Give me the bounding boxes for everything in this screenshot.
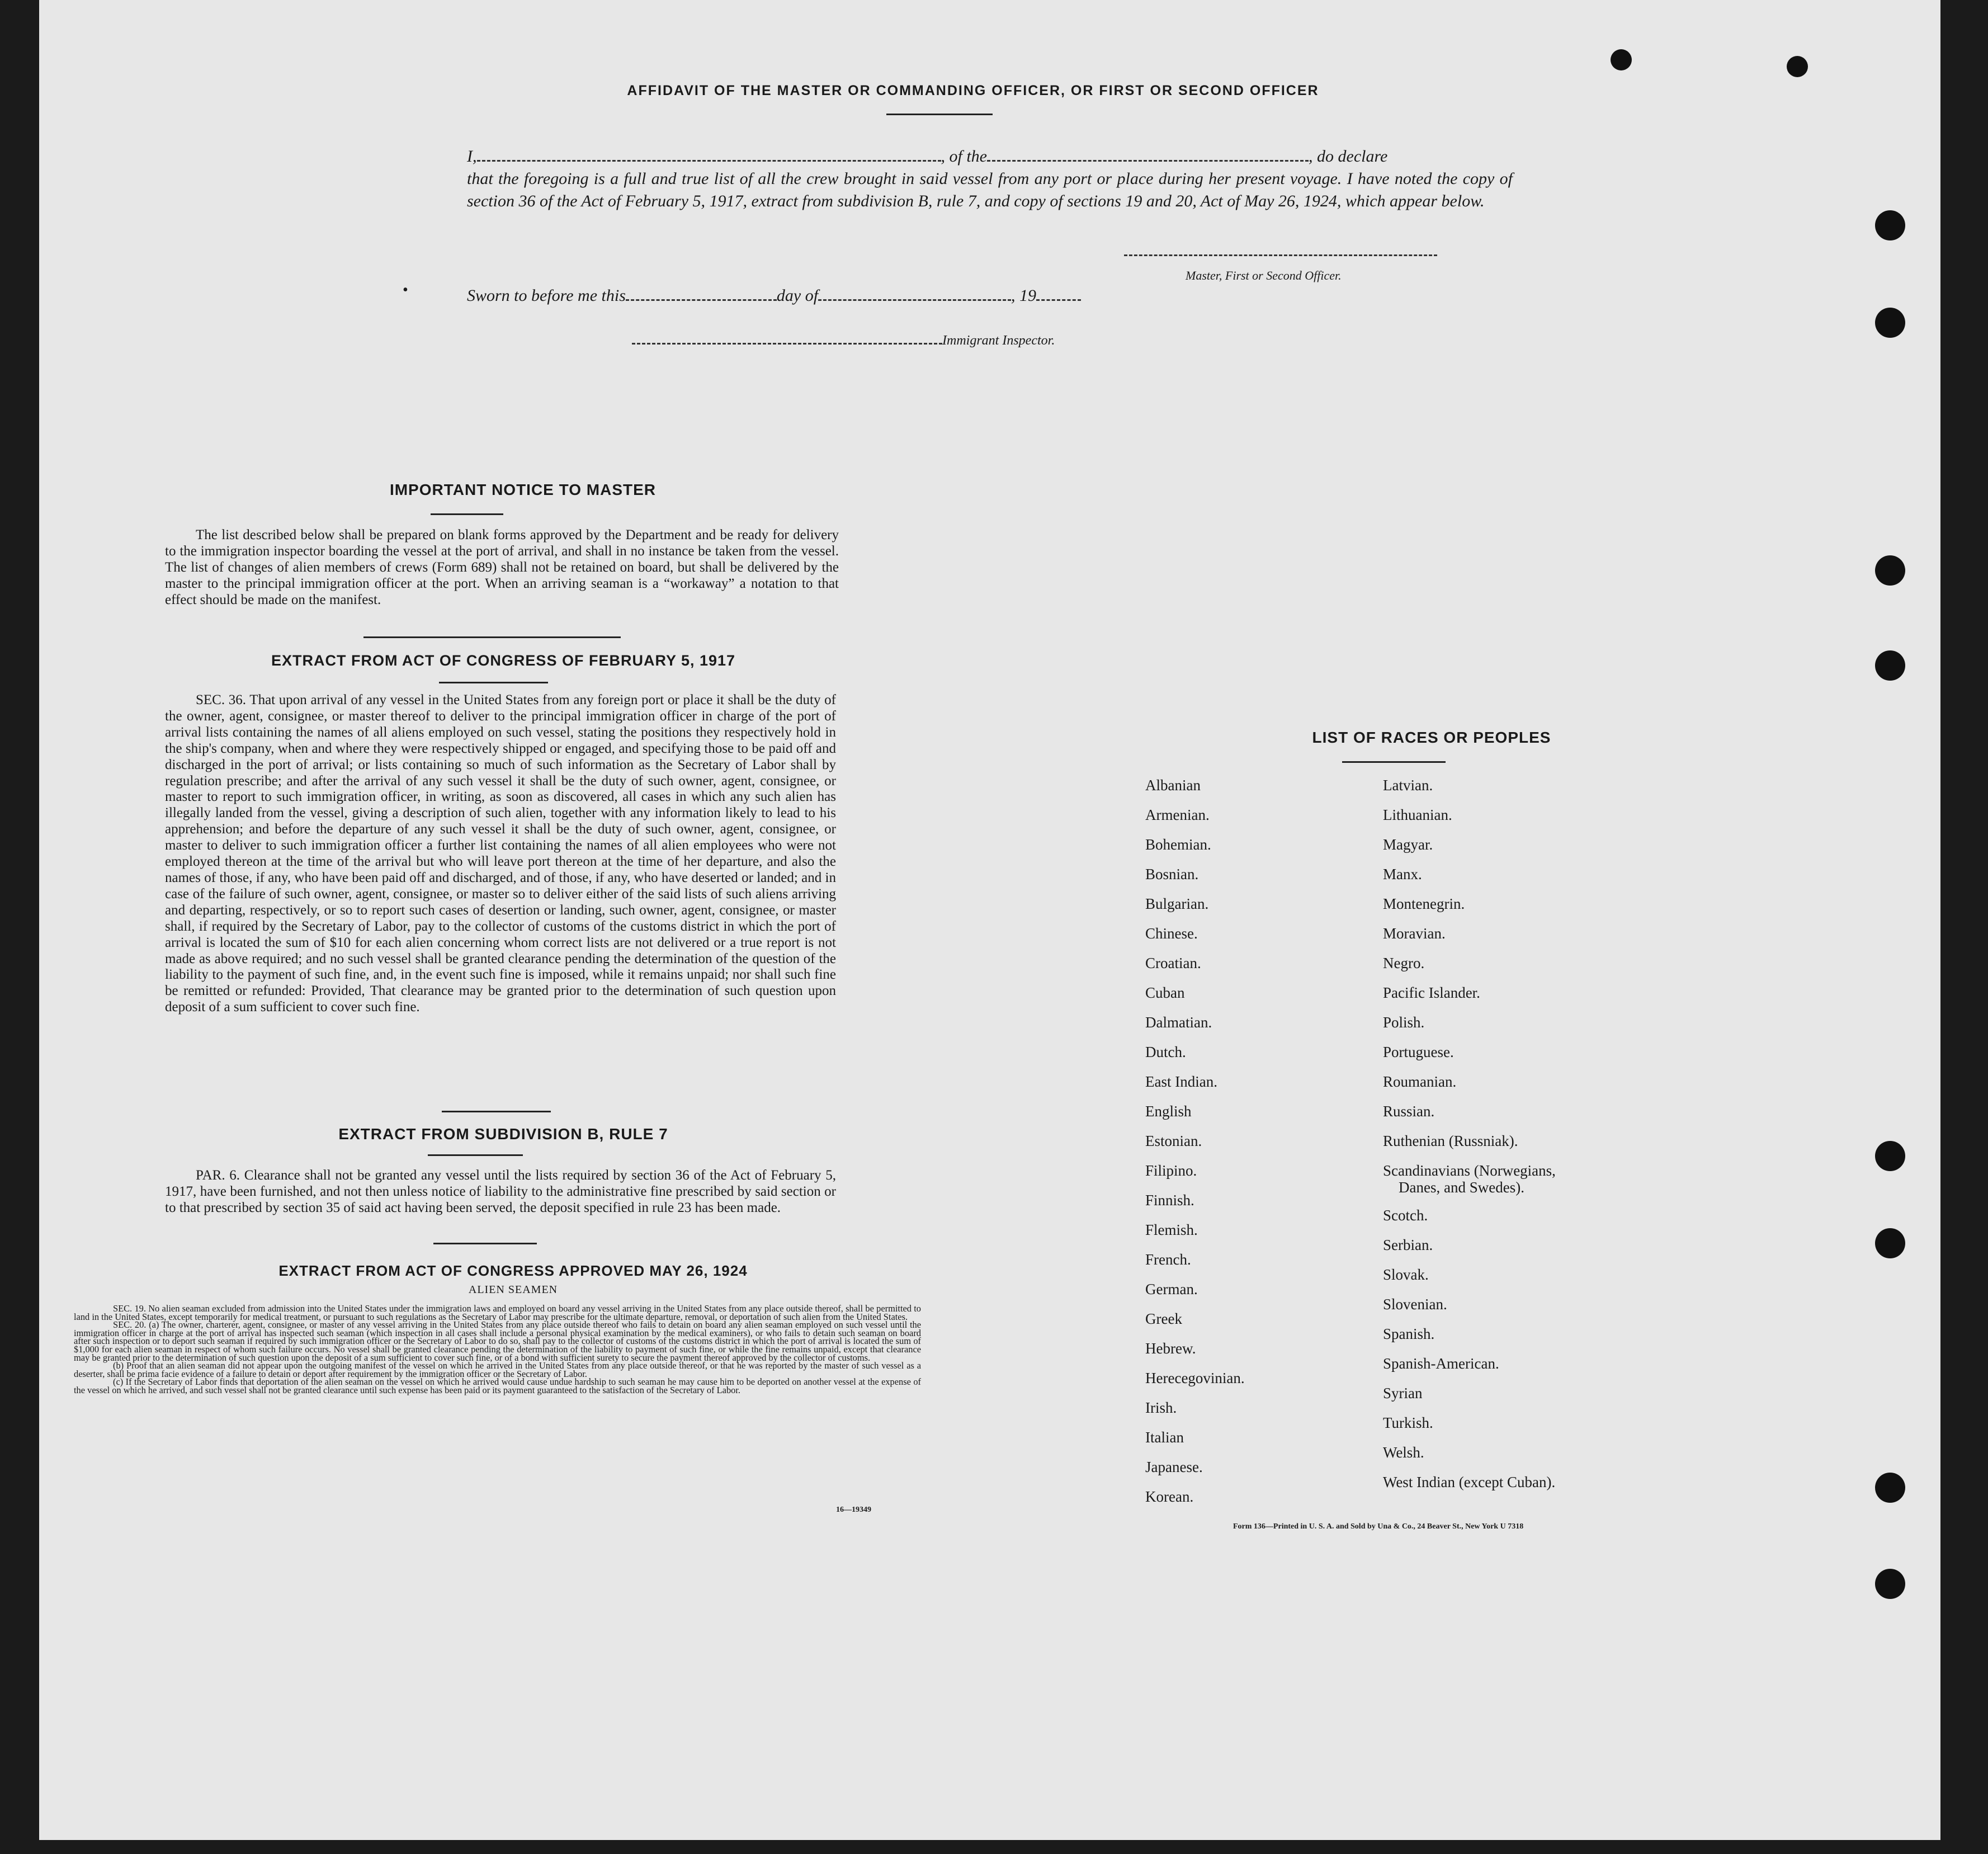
sworn-line: [467, 286, 1081, 305]
form-code: 16—19349: [836, 1506, 871, 1514]
races-right-column: [1383, 771, 1556, 1497]
par6-text: PAR. 6. Clearance shall not be granted any vessel until the lists required by section 36 of the Act of February 5, 1917, have been furnished, and not then unless notice of liability to the administrative fine prescribed by said section or to that prescribed by section 35 of said act having been served, the deposit specified in rule 23 has been made.: [165, 1168, 836, 1215]
race-item: French.: [1145, 1251, 1191, 1268]
punch-hole: [1787, 56, 1808, 77]
divider: [442, 1111, 551, 1112]
race-item: Italian: [1145, 1429, 1184, 1446]
master-label: Master, First or Second Officer.: [1186, 268, 1342, 282]
race-item: Irish.: [1145, 1399, 1177, 1416]
punch-hole: [1875, 1228, 1905, 1258]
master-signature-blank[interactable]: [1124, 254, 1437, 256]
notice-title: IMPORTANT NOTICE TO MASTER: [389, 481, 657, 498]
race-item: Armenian.: [1145, 806, 1210, 823]
affidavit-body: that the foregoing is a full and true list of all the crew brought in said vessel from any port or place during her present voyage. I have noted the copy of section 36 of the Act of February 5, 1917, extract from subdivision B, rule 7, and copy of sections 19 and 20, Act of May 26, 1924, which appear below.: [467, 169, 1513, 210]
affidavit-declaration: [467, 145, 1513, 213]
punch-hole: [1611, 49, 1632, 70]
race-item: Spanish.: [1383, 1325, 1435, 1342]
punch-hole: [1875, 650, 1905, 681]
extract-1917-title: EXTRACT FROM ACT OF CONGRESS OF FEBRUARY 5, 1917: [271, 652, 736, 669]
race-item-continued: Danes, and Swedes).: [1399, 1179, 1524, 1196]
race-item: Estonian.: [1145, 1133, 1202, 1149]
vessel-blank[interactable]: [987, 160, 1309, 162]
race-item: Pacific Islander.: [1383, 984, 1480, 1001]
race-item: Russian.: [1383, 1103, 1435, 1120]
race-item: Greek: [1145, 1310, 1182, 1327]
divider: [1342, 761, 1446, 763]
sworn-text: Sworn to before me this: [467, 286, 626, 305]
race-item: Manx.: [1383, 866, 1422, 883]
extract-1924-body: [74, 1305, 921, 1395]
subdivision-title: EXTRACT FROM SUBDIVISION B, RULE 7: [338, 1125, 668, 1143]
sec20c-text: (c) If the Secretary of Labor finds that deportation of the alien seaman on the vessel on which he arrived would cause undue hardship to such seaman he may cause him to be deported on another vessel at the expense of the vessel on which he arrived, and such vessel shall not be granted clearance until such expense has been paid or its payment guaranteed to the satisfaction of the Secretary of Labor.: [74, 1376, 921, 1395]
race-item: Spanish-American.: [1383, 1355, 1499, 1372]
divider: [439, 682, 548, 683]
notice-body: [165, 527, 839, 608]
race-item: Negro.: [1383, 955, 1425, 971]
races-left-column: [1145, 771, 1245, 1512]
divider: [363, 636, 621, 638]
race-item: Syrian: [1383, 1385, 1423, 1402]
race-item: East Indian.: [1145, 1073, 1217, 1090]
race-item: Moravian.: [1383, 925, 1446, 942]
sworn-day-of: day of: [776, 286, 819, 305]
sworn-day-blank[interactable]: [626, 299, 777, 301]
race-item: Japanese.: [1145, 1459, 1203, 1475]
race-item: Korean.: [1145, 1488, 1194, 1505]
race-item: Welsh.: [1383, 1444, 1424, 1461]
printer-footer: Form 136—Printed in U. S. A. and Sold by Una & Co., 24 Beaver St., New York U 7318: [1233, 1522, 1524, 1531]
race-item: Lithuanian.: [1383, 806, 1452, 823]
race-item: Ruthenian (Russniak).: [1383, 1133, 1518, 1149]
divider: [431, 513, 503, 515]
divider: [886, 114, 993, 115]
race-item: Scotch.: [1383, 1207, 1428, 1224]
punch-hole: [1875, 308, 1905, 338]
name-blank[interactable]: [477, 160, 941, 162]
race-item: Serbian.: [1383, 1237, 1433, 1253]
alien-seamen-subtitle: ALIEN SEAMEN: [468, 1284, 558, 1296]
race-item: Bosnian.: [1145, 866, 1199, 883]
race-item: Dutch.: [1145, 1044, 1186, 1060]
inspector-label: Immigrant Inspector.: [942, 333, 1055, 348]
race-item: Slovak.: [1383, 1266, 1429, 1283]
declaration-i: I,: [467, 147, 477, 166]
race-item: West Indian (except Cuban).: [1383, 1474, 1556, 1490]
declaration-of-the: , of the: [941, 147, 987, 166]
race-item: Flemish.: [1145, 1221, 1198, 1238]
bullet-dot: •: [403, 281, 408, 299]
race-item: Slovenian.: [1383, 1296, 1447, 1313]
punch-hole: [1875, 210, 1905, 240]
race-item: Turkish.: [1383, 1414, 1433, 1431]
declaration-line: [467, 145, 1513, 168]
race-item: Bulgarian.: [1145, 895, 1209, 912]
race-item: Hebrew.: [1145, 1340, 1196, 1357]
sec19-text: SEC. 19. No alien seaman excluded from admission into the United States under the immigration laws and employed on board any vessel arriving in the United States from any place outside thereof, shall be permitted to land in the United States, except temporarily for medical treatment, or pursuant to such regulations as the Secretary of Labor may prescribe for the ultimate departure, removal, or deportation of such alien from the United States.: [74, 1303, 921, 1322]
sec20b-text: (b) Proof that an alien seaman did not appear upon the outgoing manifest of the vessel on which he arrived in the United States from any place outside thereof, or that he was reported by the master of such vessel as a deserter, shall be prima facie evidence of a failure to detain or deport after requirement by the immigration officer or the Secretary of Labor.: [74, 1360, 921, 1379]
race-item: German.: [1145, 1281, 1198, 1298]
affidavit-title: AFFIDAVIT OF THE MASTER OR COMMANDING OFFICER, OR FIRST OR SECOND OFFICER: [627, 83, 1319, 98]
subdivision-body: [165, 1167, 836, 1216]
race-item: Filipino.: [1145, 1162, 1197, 1179]
sec36-text: SEC. 36. That upon arrival of any vessel in the United States from any foreign port or place it shall be the duty of the owner, agent, consignee, or master thereof to deliver to the principal immigration officer in charge of the port of arrival lists containing the names of all aliens employed on such vessel, stating the positions they respectively hold in the ship's company, when and where they were respectively shipped or engaged, and specifying those to be paid off and discharged in the port of arrival; or lists containing so much of such information as the Secretary of Labor shall by regulation prescribe; and after the arrival of any such vessel it shall be the duty of such owner, agent, consignee, or master to report to such immigration officer, in writing, as soon as discovered, all cases in which any such alien has illegally landed from the vessel, giving a description of such alien, together with any information likely to lead to his apprehension; and before the departure of any such vessel it shall be the duty of such owner, agent, consignee, or master to deliver to such immigration officer a further list containing the names of all alien employees who were not employed thereon at the time of the arrival but who will leave port thereon at the time of her departure, and also the names of those, if any, who have been paid off and discharged, and of those, if any, who have deserted or landed; and in case of the failure of such owner, agent, consignee, or master so to deliver either of the said lists of such aliens arriving and departing, respectively, or so to report such cases of desertion or landing, such owner, agent, consignee, or master shall, if required by the Secretary of Labor, pay to the collector of customs of the customs district in which the port of arrival is located the sum of $10 for each alien concerning whom correct lists are not delivered or a true report is not made as above required; and no such vessel shall be granted clearance pending the determination of the question of the liability to the payment of such fine, and, in the event such fine is imposed, while it remains unpaid; nor shall such fine be remitted or refunded: Provided, That clearance may be granted prior to the determination of such question upon deposit of a sum sufficient to cover such fine.: [165, 692, 836, 1015]
race-item: Montenegrin.: [1383, 895, 1465, 912]
race-item: Albanian: [1145, 777, 1201, 794]
race-item: Dalmatian.: [1145, 1014, 1212, 1031]
race-item: Portuguese.: [1383, 1044, 1454, 1060]
race-item: English: [1145, 1103, 1192, 1120]
race-item: Bohemian.: [1145, 836, 1211, 853]
race-item: Finnish.: [1145, 1192, 1194, 1209]
punch-hole: [1875, 1473, 1905, 1503]
punch-hole: [1875, 555, 1905, 586]
race-item: Cuban: [1145, 984, 1185, 1001]
declaration-end: , do declare: [1309, 147, 1388, 166]
sworn-year-blank[interactable]: [1036, 299, 1081, 301]
sec20a-text: SEC. 20. (a) The owner, charterer, agent, consignee, or master of any vessel arriving in the United States from any place outside thereof who fails to detain on board any alien seaman employed on such vessel until the immigration officer in charge at the port of arrival has inspected such seaman (which inspection in all cases shall include a personal physical examination by the medical examiners), or who fails to detain such seaman on board after such inspection or to deport such seaman if required by such immigration officer or the Secretary of Labor to do so, shall pay to the collector of customs of the customs district in which the port of arrival is located the sum of $1,000 for each alien seaman in respect of whom such failure occurs. No vessel shall be granted clearance pending the determination of the liability to payment of such fine, or while the fine remains unpaid, except that clearance may be granted prior to the determination of such question upon the deposit of a sum sufficient to cover such fine, or of a bond with sufficient surety to secure the payment thereof approved by the collector of customs.: [74, 1319, 921, 1363]
race-item: Chinese.: [1145, 925, 1198, 942]
divider: [428, 1154, 523, 1156]
races-title: LIST OF RACES OR PEOPLES: [1312, 729, 1551, 746]
form-page: [39, 0, 1940, 1840]
extract-1924-title: EXTRACT FROM ACT OF CONGRESS APPROVED MAY 26, 1924: [278, 1262, 748, 1279]
race-item: Roumanian.: [1383, 1073, 1457, 1090]
race-item: Polish.: [1383, 1014, 1425, 1031]
inspector-line: [632, 333, 1055, 348]
divider: [433, 1243, 537, 1244]
sworn-month-blank[interactable]: [818, 299, 1011, 301]
punch-hole: [1875, 1569, 1905, 1599]
race-item: Croatian.: [1145, 955, 1201, 971]
race-item: Herecegovinian.: [1145, 1370, 1245, 1386]
race-item: Latvian.: [1383, 777, 1433, 794]
inspector-signature-blank[interactable]: [632, 343, 942, 345]
race-item: Scandinavians (Norwegians,: [1383, 1162, 1556, 1179]
extract-1917-body: [165, 692, 836, 1016]
punch-hole: [1875, 1141, 1905, 1171]
notice-text: The list described below shall be prepared on blank forms approved by the Department and be ready for delivery to the immigration inspector boarding the vessel at the port of arrival, and shall in no instance be taken from the vessel. The list of changes of alien members of crews (Form 689) shall not be retained on board, but shall be delivered by the master to the principal immigration officer at the port. When an arriving seaman is a “workaway” a notation to that effect should be made on the manifest.: [165, 527, 839, 607]
sworn-year: , 19: [1011, 286, 1037, 305]
race-item: Magyar.: [1383, 836, 1433, 853]
